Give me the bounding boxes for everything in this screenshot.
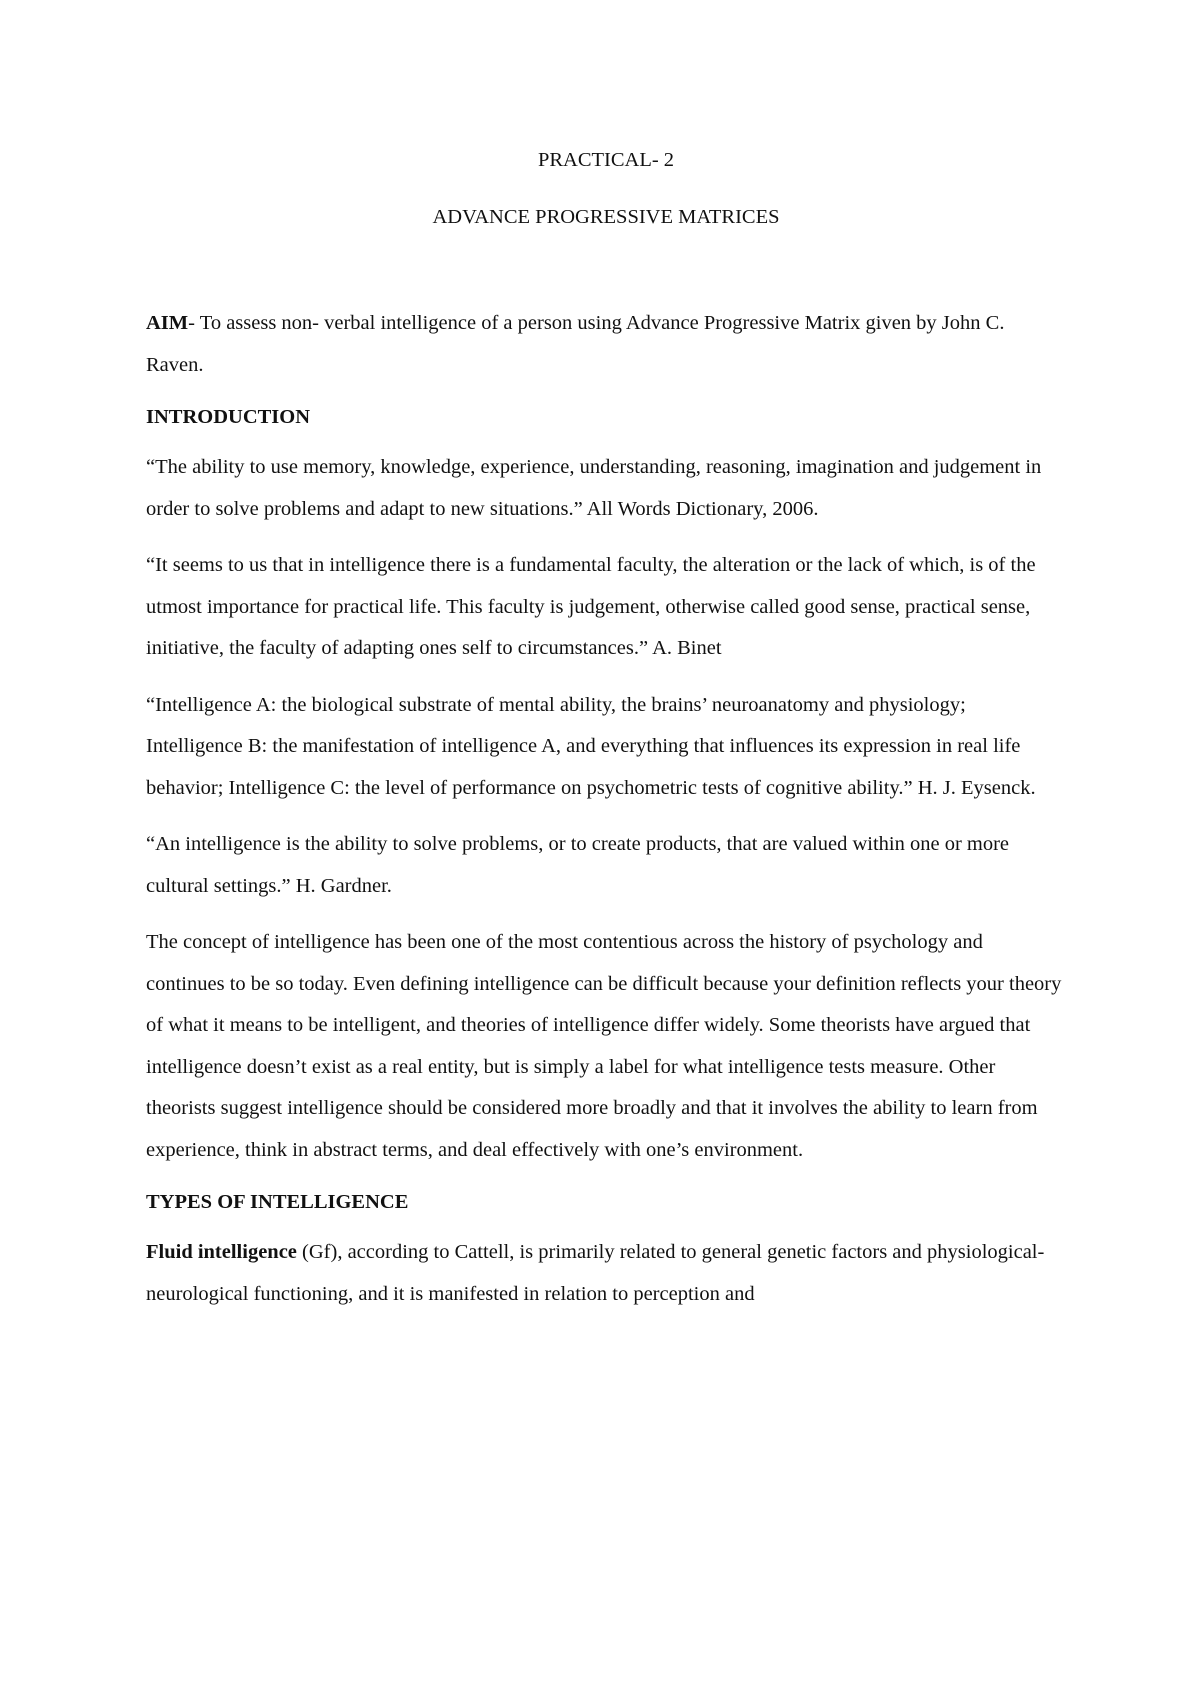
types-heading: TYPES OF INTELLIGENCE bbox=[146, 1191, 409, 1213]
concept-paragraph: The concept of intelligence has been one of the most contentious across the history of psychology and continues to be so today. Even defining intelligence can be difficult because your definition reflects your theory of what it means to be intelligent, and theories of intelligence differ widely. Some theorists have argued that intelligence doesn’t exist as a real entity, but is simply a label for what intelligence tests measure. Other theorists suggest intelligence should be considered more broadly and that it involves the ability to learn from experience, think in abstract terms, and deal effectively with one’s environment. bbox=[146, 931, 1062, 1161]
fluid-intelligence-text: (Gf), according to Cattell, is primarily related to general genetic factors and physiological-neurological functioning, and it is manifested in relation to perception and bbox=[146, 1241, 1045, 1305]
quote-gardner: “An intelligence is the ability to solve problems, or to create products, that are valued within one or more cultural settings.” H. Gardner. bbox=[146, 833, 1010, 897]
quote-eysenck: “Intelligence A: the biological substrate of mental ability, the brains’ neuroanatomy and physiology; Intelligence B: the manifestation of intelligence A, and everything that influences its expression in real life behavior; Intelligence C: the level of performance on psychometric tests of cognitive ability.” H. J. Eysenck. bbox=[146, 693, 1036, 799]
quote-dictionary: “The ability to use memory, knowledge, experience, understanding, reasoning, imagination and judgement in order to solve problems and adapt to new situations.” All Words Dictionary, 2006. bbox=[146, 456, 1042, 520]
aim-label: AIM bbox=[146, 312, 189, 334]
fluid-intelligence-label: Fluid intelligence bbox=[146, 1241, 297, 1263]
document-title: ADVANCE PROGRESSIVE MATRICES bbox=[432, 206, 780, 228]
quote-binet: “It seems to us that in intelligence there is a fundamental faculty, the alteration or the lack of which, is of the utmost importance for practical life. This faculty is judgement, otherwise called good sense, practical sense, initiative, the faculty of adapting ones self to circumstances.” A. Binet bbox=[146, 554, 1036, 659]
document-body bbox=[146, 148, 1066, 1330]
practical-title: PRACTICAL- 2 bbox=[537, 149, 675, 171]
introduction-heading: INTRODUCTION bbox=[146, 406, 311, 428]
aim-paragraph bbox=[146, 303, 1066, 386]
fluid-intelligence-paragraph bbox=[146, 1232, 1066, 1315]
aim-text: - To assess non- verbal intelligence of a person using Advance Progressive Matrix given by John C. Raven. bbox=[146, 312, 1005, 376]
